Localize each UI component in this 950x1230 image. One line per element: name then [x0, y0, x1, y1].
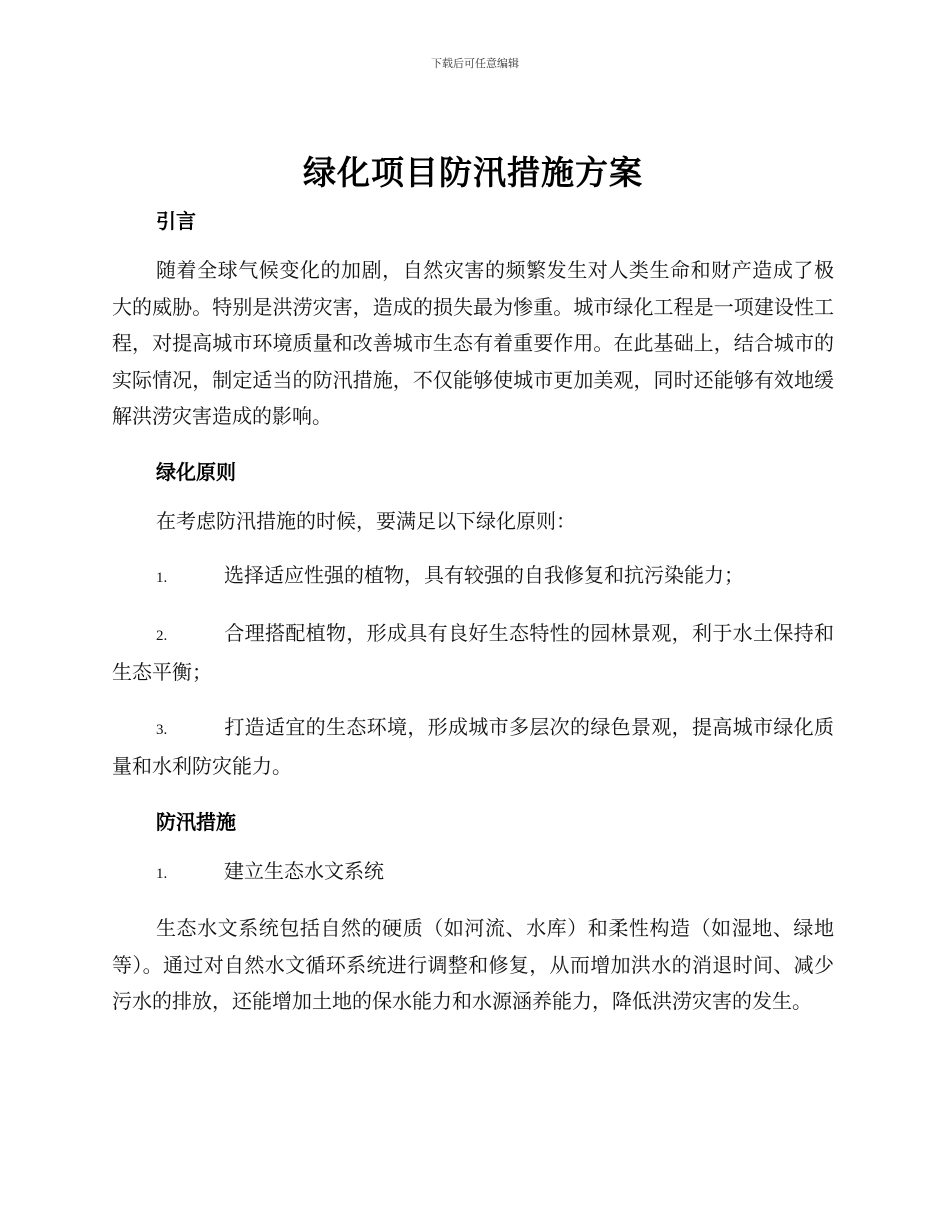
section-heading-intro: 引言: [156, 209, 196, 233]
principle-item-3: [112, 709, 834, 785]
list-text: 选择适应性强的植物，具有较强的自我修复和抗污染能力；: [224, 563, 744, 587]
principle-item-2: [112, 615, 834, 691]
list-number: 1.: [156, 570, 168, 586]
section-heading-principles: 绿化原则: [156, 459, 236, 484]
intro-paragraph: 随着全球气候变化的加剧，自然灾害的频繁发生对人类生命和财产造成了极大的威胁。特别是洪涝灾害，造成的损失最为惨重。城市绿化工程是一项建设性工程，对提高城市环境质量和改善城市生态有着重要作用。在此基础上，结合城市的实际情况，制定适当的防汛措施，不仅能够使城市更加美观，同时还能够有效地缓解洪涝灾害造成的影响。: [112, 258, 834, 428]
measures-paragraph: 生态水文系统包括自然的硬质（如河流、水库）和柔性构造（如湿地、绿地等）。通过对自然水文循环系统进行调整和修复，从而增加洪水的消退时间、减少污水的排放，还能增加土地的保水能力和水源涵养能力，降低洪涝灾害的发生。: [112, 916, 834, 1013]
list-number: 3.: [156, 721, 168, 738]
list-number: 2.: [156, 627, 168, 644]
list-number: 1.: [156, 865, 168, 882]
principles-lead: 在考虑防汛措施的时候，要满足以下绿化原则：: [156, 508, 576, 533]
measure-item-1: [112, 853, 834, 893]
header-note: 下载后可任意编辑: [431, 57, 519, 70]
section-heading-measures: 防汛措施: [156, 809, 236, 834]
document-title: 绿化项目防汛措施方案: [303, 153, 643, 192]
list-text: 打造适宜的生态环境，形成城市多层次的绿色景观，提高城市绿化质量和水利防灾能力。: [112, 714, 834, 778]
list-text: 建立生态水文系统: [224, 858, 384, 883]
list-text: 合理搭配植物，形成具有良好生态特性的园林景观，利于水土保持和生态平衡；: [112, 620, 834, 684]
principle-item-1: [112, 557, 834, 597]
document-body: [112, 150, 834, 1038]
